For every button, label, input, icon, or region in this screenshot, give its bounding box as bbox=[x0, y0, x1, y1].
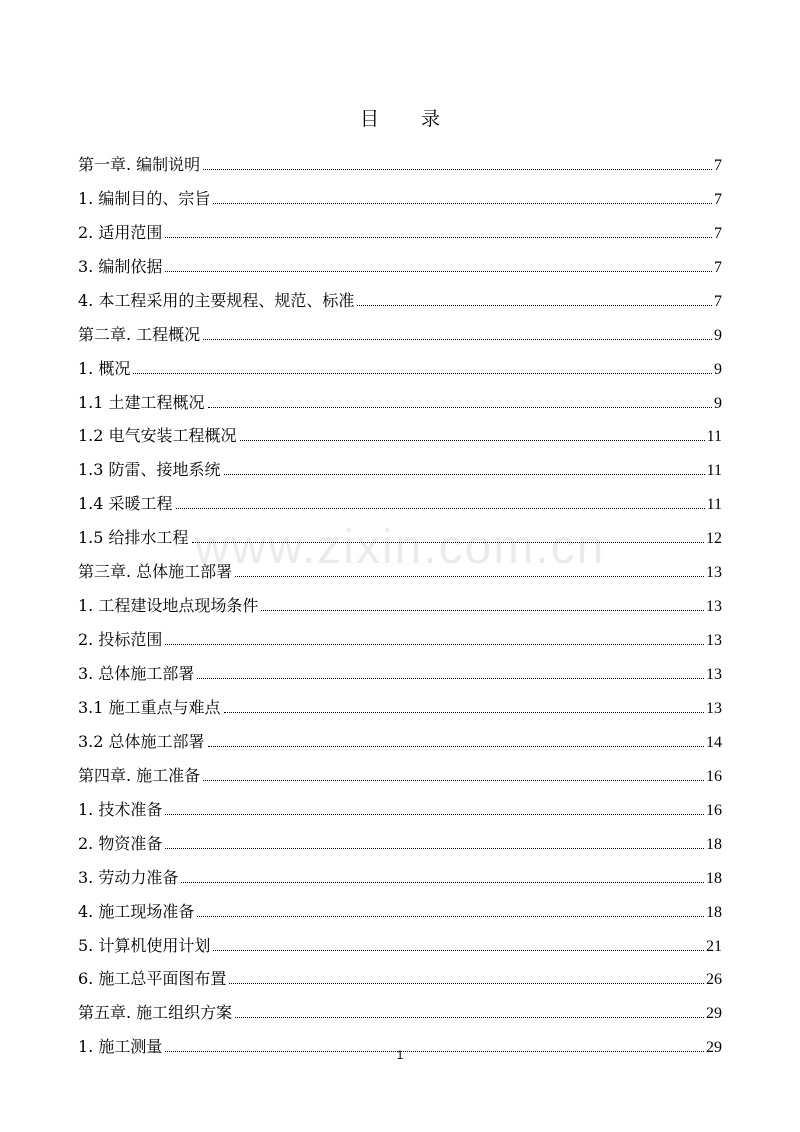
toc-entry-label: 第三章. 总体施工部署 bbox=[78, 562, 233, 582]
toc-entry-label: 2. 物资准备 bbox=[78, 833, 163, 853]
toc-entry-label: 3.1 施工重点与难点 bbox=[78, 697, 221, 717]
toc-entry-label: 1.1 土建工程概况 bbox=[78, 392, 205, 412]
dot-leader bbox=[235, 1017, 704, 1018]
toc-entry-page: 9 bbox=[714, 394, 722, 412]
dot-leader bbox=[165, 271, 712, 272]
dot-leader bbox=[240, 440, 705, 441]
toc-entry-label: 1. 技术准备 bbox=[78, 799, 163, 819]
toc-entry-page: 16 bbox=[706, 767, 722, 785]
toc-entry-page: 29 bbox=[706, 1039, 722, 1057]
dot-leader bbox=[165, 848, 704, 849]
toc-entry-label: 3. 总体施工部署 bbox=[78, 664, 195, 683]
dot-leader bbox=[203, 339, 712, 340]
toc-entry[interactable] bbox=[78, 379, 722, 413]
toc-entry-label: 1. 工程建设地点现场条件 bbox=[78, 596, 259, 616]
toc-entry-label: 5. 计算机使用计划 bbox=[78, 935, 211, 955]
toc-entry-label: 1.3 防雷、接地系统 bbox=[78, 460, 221, 480]
toc-entry-page: 13 bbox=[706, 598, 722, 616]
page-number: 1 bbox=[396, 1048, 404, 1062]
toc-entry[interactable] bbox=[78, 480, 722, 514]
toc-entry-page: 7 bbox=[714, 224, 722, 242]
dot-leader bbox=[224, 712, 704, 713]
toc-entry-label: 4. 本工程采用的主要规程、规范、标准 bbox=[78, 290, 355, 310]
toc-entry-page: 7 bbox=[714, 292, 722, 310]
toc-entry[interactable] bbox=[78, 854, 722, 888]
toc-entry-page: 11 bbox=[706, 428, 722, 446]
toc-entry[interactable] bbox=[78, 956, 722, 990]
dot-leader bbox=[197, 678, 704, 679]
dot-leader bbox=[357, 305, 712, 306]
toc-entry[interactable] bbox=[78, 345, 722, 379]
toc-entry-page: 13 bbox=[706, 632, 722, 650]
toc-entry-page: 11 bbox=[706, 496, 722, 514]
toc-entry-label: 1. 概况 bbox=[78, 358, 131, 378]
dot-leader bbox=[208, 407, 712, 408]
toc-entry-page: 26 bbox=[706, 971, 722, 989]
toc-entry-label: 2. 投标范围 bbox=[78, 630, 163, 650]
toc-entry[interactable] bbox=[78, 820, 722, 854]
toc-entry[interactable] bbox=[78, 514, 722, 548]
dot-leader bbox=[181, 882, 704, 883]
dot-leader bbox=[203, 169, 712, 170]
toc-entry-label: 第五章. 施工组织方案 bbox=[78, 1003, 233, 1023]
dot-leader bbox=[261, 610, 704, 611]
toc-entry-page: 16 bbox=[706, 801, 722, 819]
watermark: www.zixin.com.cn bbox=[194, 521, 606, 574]
toc-entry-page: 14 bbox=[706, 733, 722, 751]
toc-entry-page: 18 bbox=[706, 835, 722, 853]
toc-entry-page: 13 bbox=[706, 699, 722, 717]
toc-entry-page: 7 bbox=[714, 156, 722, 174]
dot-leader bbox=[165, 644, 704, 645]
dot-leader bbox=[224, 474, 705, 475]
toc-entry[interactable] bbox=[78, 616, 722, 650]
toc-entry-label: 第二章. 工程概况 bbox=[78, 324, 201, 344]
dot-leader bbox=[235, 576, 704, 577]
toc-entry[interactable] bbox=[78, 718, 722, 752]
toc-entry[interactable] bbox=[78, 989, 722, 1023]
toc-entry[interactable] bbox=[78, 141, 722, 175]
dot-leader bbox=[208, 746, 704, 747]
toc-entry-label: 3. 编制依据 bbox=[78, 256, 163, 276]
toc-entry-page: 7 bbox=[714, 190, 722, 208]
toc-entry-label: 3.2 总体施工部署 bbox=[78, 731, 205, 751]
toc-entry-page: 13 bbox=[706, 564, 722, 582]
dot-leader bbox=[229, 983, 704, 984]
toc-entry-label: 第四章. 施工准备 bbox=[78, 765, 201, 785]
toc-entry[interactable] bbox=[78, 650, 722, 684]
toc-entry-label: 第一章. 编制说明 bbox=[78, 154, 201, 174]
dot-leader bbox=[192, 542, 704, 543]
toc-entry-label: 6. 施工总平面图布置 bbox=[78, 969, 227, 989]
toc-entry-page: 18 bbox=[706, 869, 722, 887]
dot-leader bbox=[165, 237, 712, 238]
toc-entry[interactable] bbox=[78, 888, 722, 922]
toc-entry-page: 7 bbox=[714, 258, 722, 276]
toc-entry-label: 2. 适用范围 bbox=[78, 222, 163, 242]
page-title: 目 录 bbox=[359, 108, 459, 130]
toc-entry[interactable] bbox=[78, 243, 722, 277]
toc-entry[interactable] bbox=[78, 922, 722, 956]
dot-leader bbox=[197, 916, 704, 917]
dot-leader bbox=[133, 373, 712, 374]
dot-leader bbox=[213, 203, 712, 204]
toc-entry[interactable] bbox=[78, 413, 722, 447]
toc-entry-label: 3. 劳动力准备 bbox=[78, 867, 179, 887]
toc-entry[interactable] bbox=[78, 752, 722, 786]
toc-entry-page: 29 bbox=[706, 1005, 722, 1023]
dot-leader bbox=[213, 950, 704, 951]
toc-entry[interactable] bbox=[78, 277, 722, 311]
toc-entry[interactable] bbox=[78, 582, 722, 616]
toc-entry-page: 12 bbox=[706, 530, 722, 548]
toc-entry-page: 21 bbox=[706, 937, 722, 955]
toc-entry-label: 1.4 采暖工程 bbox=[78, 494, 173, 514]
toc-entry[interactable] bbox=[78, 446, 722, 480]
toc-entry-label: 1. 施工测量 bbox=[78, 1037, 163, 1057]
toc-entry[interactable] bbox=[78, 548, 722, 582]
toc-entry-label: 1.5 给排水工程 bbox=[78, 528, 189, 548]
toc-entry-page: 11 bbox=[706, 462, 722, 480]
toc-entry-page: 9 bbox=[714, 360, 722, 378]
toc-entry[interactable] bbox=[78, 786, 722, 820]
toc-entry-label: 4. 施工现场准备 bbox=[78, 901, 195, 921]
toc-entry[interactable] bbox=[78, 311, 722, 345]
dot-leader bbox=[176, 508, 705, 509]
toc-entry-label: 1. 编制目的、宗旨 bbox=[78, 188, 211, 208]
toc-entry[interactable] bbox=[78, 684, 722, 718]
dot-leader bbox=[203, 780, 704, 781]
table-of-contents bbox=[78, 141, 722, 1057]
toc-entry-page: 18 bbox=[706, 903, 722, 921]
toc-entry-label: 1.2 电气安装工程概况 bbox=[78, 426, 237, 446]
toc-entry[interactable] bbox=[78, 209, 722, 243]
toc-entry-page: 13 bbox=[706, 666, 722, 683]
dot-leader bbox=[165, 814, 704, 815]
toc-entry-page: 9 bbox=[714, 326, 722, 344]
toc-entry[interactable] bbox=[78, 175, 722, 209]
